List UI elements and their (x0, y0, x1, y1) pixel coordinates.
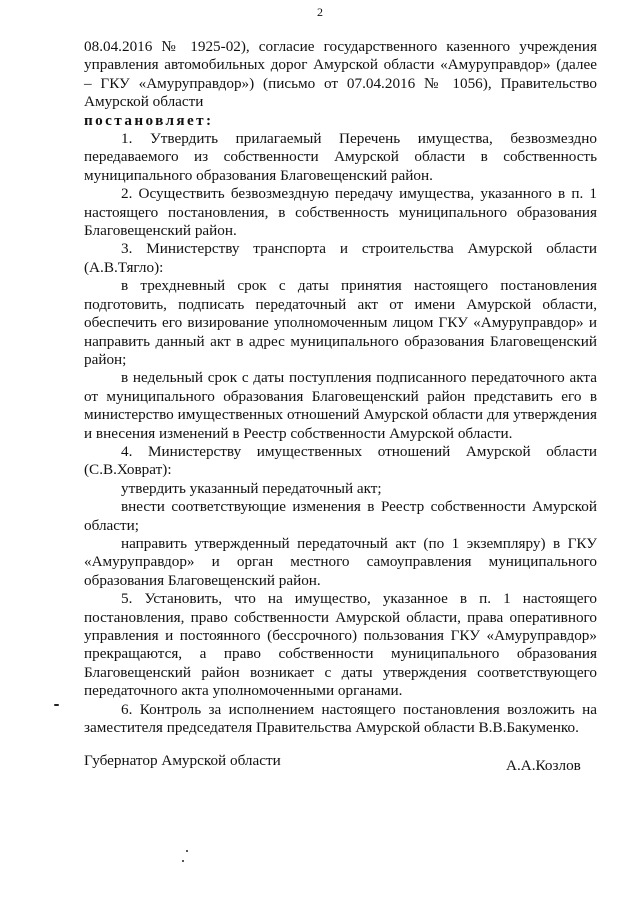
page-number: 2 (317, 5, 323, 19)
paragraph-4: 4. Министерству имущественных отношений Амурской области (С.В.Ховрат): (84, 442, 597, 479)
paragraph-4-item-1: утвердить указанный передаточный акт; (121, 479, 382, 497)
paragraph-5: 5. Установить, что на имущество, указанное в п. 1 настоящего постановления, право собственности Амурской области, права оперативного управления и постоянного (бессрочного) пользования ГКУ «Амуруправдор» прекращаются, а право собственности муниципального образования Благовещенский район возникает с даты утверждения соответствующего передаточного акта уполномоченными органами. (84, 590, 597, 700)
paragraph-6: 6. Контроль за исполнением настоящего постановления возложить на заместителя председателя Правительства Амурской области В.В.Бакуменко. (84, 700, 597, 737)
signature-position: Губернатор Амурской области (84, 752, 281, 769)
paragraph-2: 2. Осуществить безвозмездную передачу имущества, указанного в п. 1 настоящего постановления, в собственность муниципального образования Благовещенский район. (84, 185, 597, 240)
scan-speck (182, 860, 184, 862)
paragraph-1: 1. Утвердить прилагаемый Перечень имущества, безвозмездно передаваемого из собственности Амурской области в собственность муниципального образования Благовещенский район. (84, 130, 597, 184)
paragraph-4-item-2: внести соответствующие изменения в Реестр собственности Амурской области; (84, 498, 597, 534)
paragraph-intro: 08.04.2016 № 1925-02), согласие государственного казенного учреждения управления автомобильных дорог Амурской области «Амуруправдор» (далее – ГКУ «Амуруправдор») (письмо от 07.04.2016 № 1056), Правительство Амурской области (84, 38, 597, 111)
scan-speck (54, 704, 59, 706)
document-body (84, 38, 597, 737)
signature-name: А.А.Козлов (506, 757, 581, 774)
paragraph-4-item-3: направить утвержденный передаточный акт (по 1 экземпляру) в ГКУ «Амуруправдор» и орган местного самоуправления муниципального образования Благовещенский район. (84, 534, 597, 589)
paragraph-3-item-2: в недельный срок с даты поступления подписанного передаточного акта от муниципального образования Благовещенский район представить его в министерство имущественных отношений Амурской области для утверждения и внесения изменений в Реестр собственности Амурской области. (84, 369, 597, 442)
paragraph-3: 3. Министерству транспорта и строительства Амурской области (А.В.Тягло): (84, 240, 597, 276)
scan-speck (186, 850, 188, 852)
paragraph-3-item-1: в трехдневный срок с даты принятия настоящего постановления подготовить, подписать передаточный акт от имени Амурской области, обеспечить его визирование уполномоченным лицом ГКУ «Амуруправдор» и направить данный акт в адрес муниципального образования Благовещенский район; (84, 277, 597, 368)
resolve-heading: постановляет: (84, 111, 214, 129)
